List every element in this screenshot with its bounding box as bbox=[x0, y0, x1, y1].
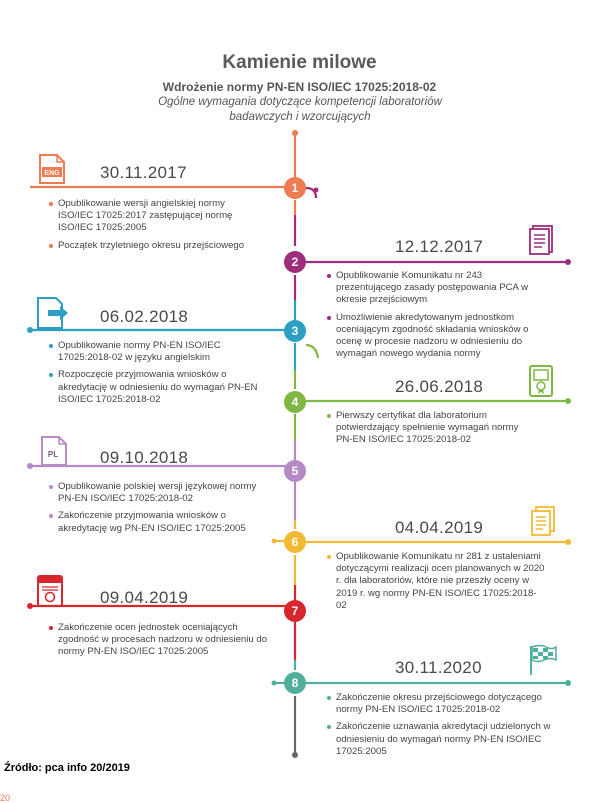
milestone-date-5: 09.10.2018 bbox=[100, 448, 189, 467]
page-description: Ogólne wymagania dotyczące kompetencji laboratoriów badawczych i wzorcujących bbox=[158, 96, 442, 123]
milestone-8-bullets bbox=[336, 692, 561, 763]
list-item: Rozpoczęcie przyjmowania wniosków o akredytację w odniesieniu do wymagań PN-EN ISO/IEC 17025:2018-02 bbox=[58, 369, 258, 406]
milestone-date-7: 09.04.2019 bbox=[100, 588, 189, 607]
list-item: Opublikowanie Komunikatu nr 243 prezentującego zasady postępowania PCA w okresie przejściowym bbox=[336, 270, 546, 307]
documents-icon bbox=[530, 506, 556, 541]
list-item: Umożliwienie akredytowanym jednostkom oceniającym zgodność składania wniosków o ocenę w procesie nadzoru w odniesieniu do wymagań nowego wydania normy bbox=[336, 312, 546, 361]
milestone-number-3: 3 bbox=[284, 320, 306, 342]
milestone-date-2: 12.12.2017 bbox=[395, 237, 484, 256]
list-item: Zakończenie przyjmowania wniosków o akredytację wg PN-EN ISO/IEC 17025:2005 bbox=[58, 510, 258, 534]
document-icon bbox=[528, 225, 554, 260]
svg-text:ENG: ENG bbox=[44, 170, 60, 177]
milestone-3-bullets bbox=[58, 340, 258, 411]
list-item: Zakończenie okresu przejściowego dotyczącego normy PN-EN ISO/IEC 17025:2018-02 bbox=[336, 692, 561, 716]
page-subtitle: Wdrożenie normy PN-EN ISO/IEC 17025:2018-02 bbox=[162, 80, 437, 94]
page-number: 20 bbox=[0, 793, 11, 803]
list-item: Opublikowanie Komunikatu nr 281 z ustaleniami dotyczącymi realizacji ocen planowanych w 2020 r. dla laboratoriów, które nie przeszły oceny w 2019 r. wg normy PN-EN ISO/IEC 17025:2018-02 bbox=[336, 551, 546, 612]
milestone-number-2: 2 bbox=[284, 251, 306, 273]
milestone-date-4: 26.06.2018 bbox=[395, 377, 484, 396]
milestone-date-1: 30.11.2017 bbox=[100, 163, 187, 182]
milestone-2-bullets bbox=[336, 270, 546, 365]
page-title: Kamienie milowe bbox=[222, 52, 377, 73]
milestone-number-7: 7 bbox=[284, 600, 306, 622]
milestone-4-bullets bbox=[336, 410, 536, 452]
milestone-number-4: 4 bbox=[284, 391, 306, 413]
source-note: Źródło: pca info 20/2019 bbox=[4, 762, 130, 774]
milestone-number-5: 5 bbox=[284, 460, 306, 482]
milestone-1-bullets bbox=[58, 198, 258, 257]
list-item: Zakończenie ocen jednostek oceniających zgodność w procesach nadzoru w odniesieniu do normy PN-EN ISO/IEC 17025:2005 bbox=[58, 622, 268, 659]
list-item: Pierwszy certyfikat dla laboratorium potwierdzający spełnienie wymagań normy PN-EN ISO/IEC 17025:2018-02 bbox=[336, 410, 536, 447]
milestone-date-3: 06.02.2018 bbox=[100, 307, 189, 326]
milestone-date-8: 30.11.2020 bbox=[395, 658, 482, 677]
milestone-number-6: 6 bbox=[284, 531, 306, 553]
milestone-number-1: 1 bbox=[284, 177, 306, 199]
milestone-7-bullets bbox=[58, 622, 268, 664]
certificate-icon bbox=[528, 364, 556, 403]
list-item: Opublikowanie polskiej wersji językowej normy PN-EN ISO/IEC 17025:2018-02 bbox=[58, 481, 258, 505]
milestone-5-bullets bbox=[58, 481, 258, 540]
pl-document-icon bbox=[40, 436, 68, 471]
milestone-number-8: 8 bbox=[284, 672, 306, 694]
svg-text:PL: PL bbox=[47, 450, 59, 459]
list-item: Opublikowanie normy PN-EN ISO/IEC 17025:2018-02 w języku angielskim bbox=[58, 340, 258, 364]
milestone-6-bullets bbox=[336, 551, 546, 617]
export-document-icon bbox=[36, 296, 72, 335]
list-item: Początek trzyletniego okresu przejściowego bbox=[58, 240, 258, 252]
milestone-date-6: 04.04.2019 bbox=[395, 518, 484, 537]
list-item: Zakończenie uznawania akredytacji udzielonych w odniesieniu do wymagań normy PN-EN ISO/IEC 17025:2005 bbox=[336, 721, 561, 758]
certificate-seal-icon bbox=[36, 574, 66, 613]
eng-document-icon bbox=[38, 154, 66, 189]
list-item: Opublikowanie wersji angielskiej normy ISO/IEC 17025:2017 zastępującej normę ISO/IEC 17025:2005 bbox=[58, 198, 258, 235]
timeline-end-node bbox=[292, 752, 298, 758]
checkered-flag-icon bbox=[528, 644, 558, 681]
